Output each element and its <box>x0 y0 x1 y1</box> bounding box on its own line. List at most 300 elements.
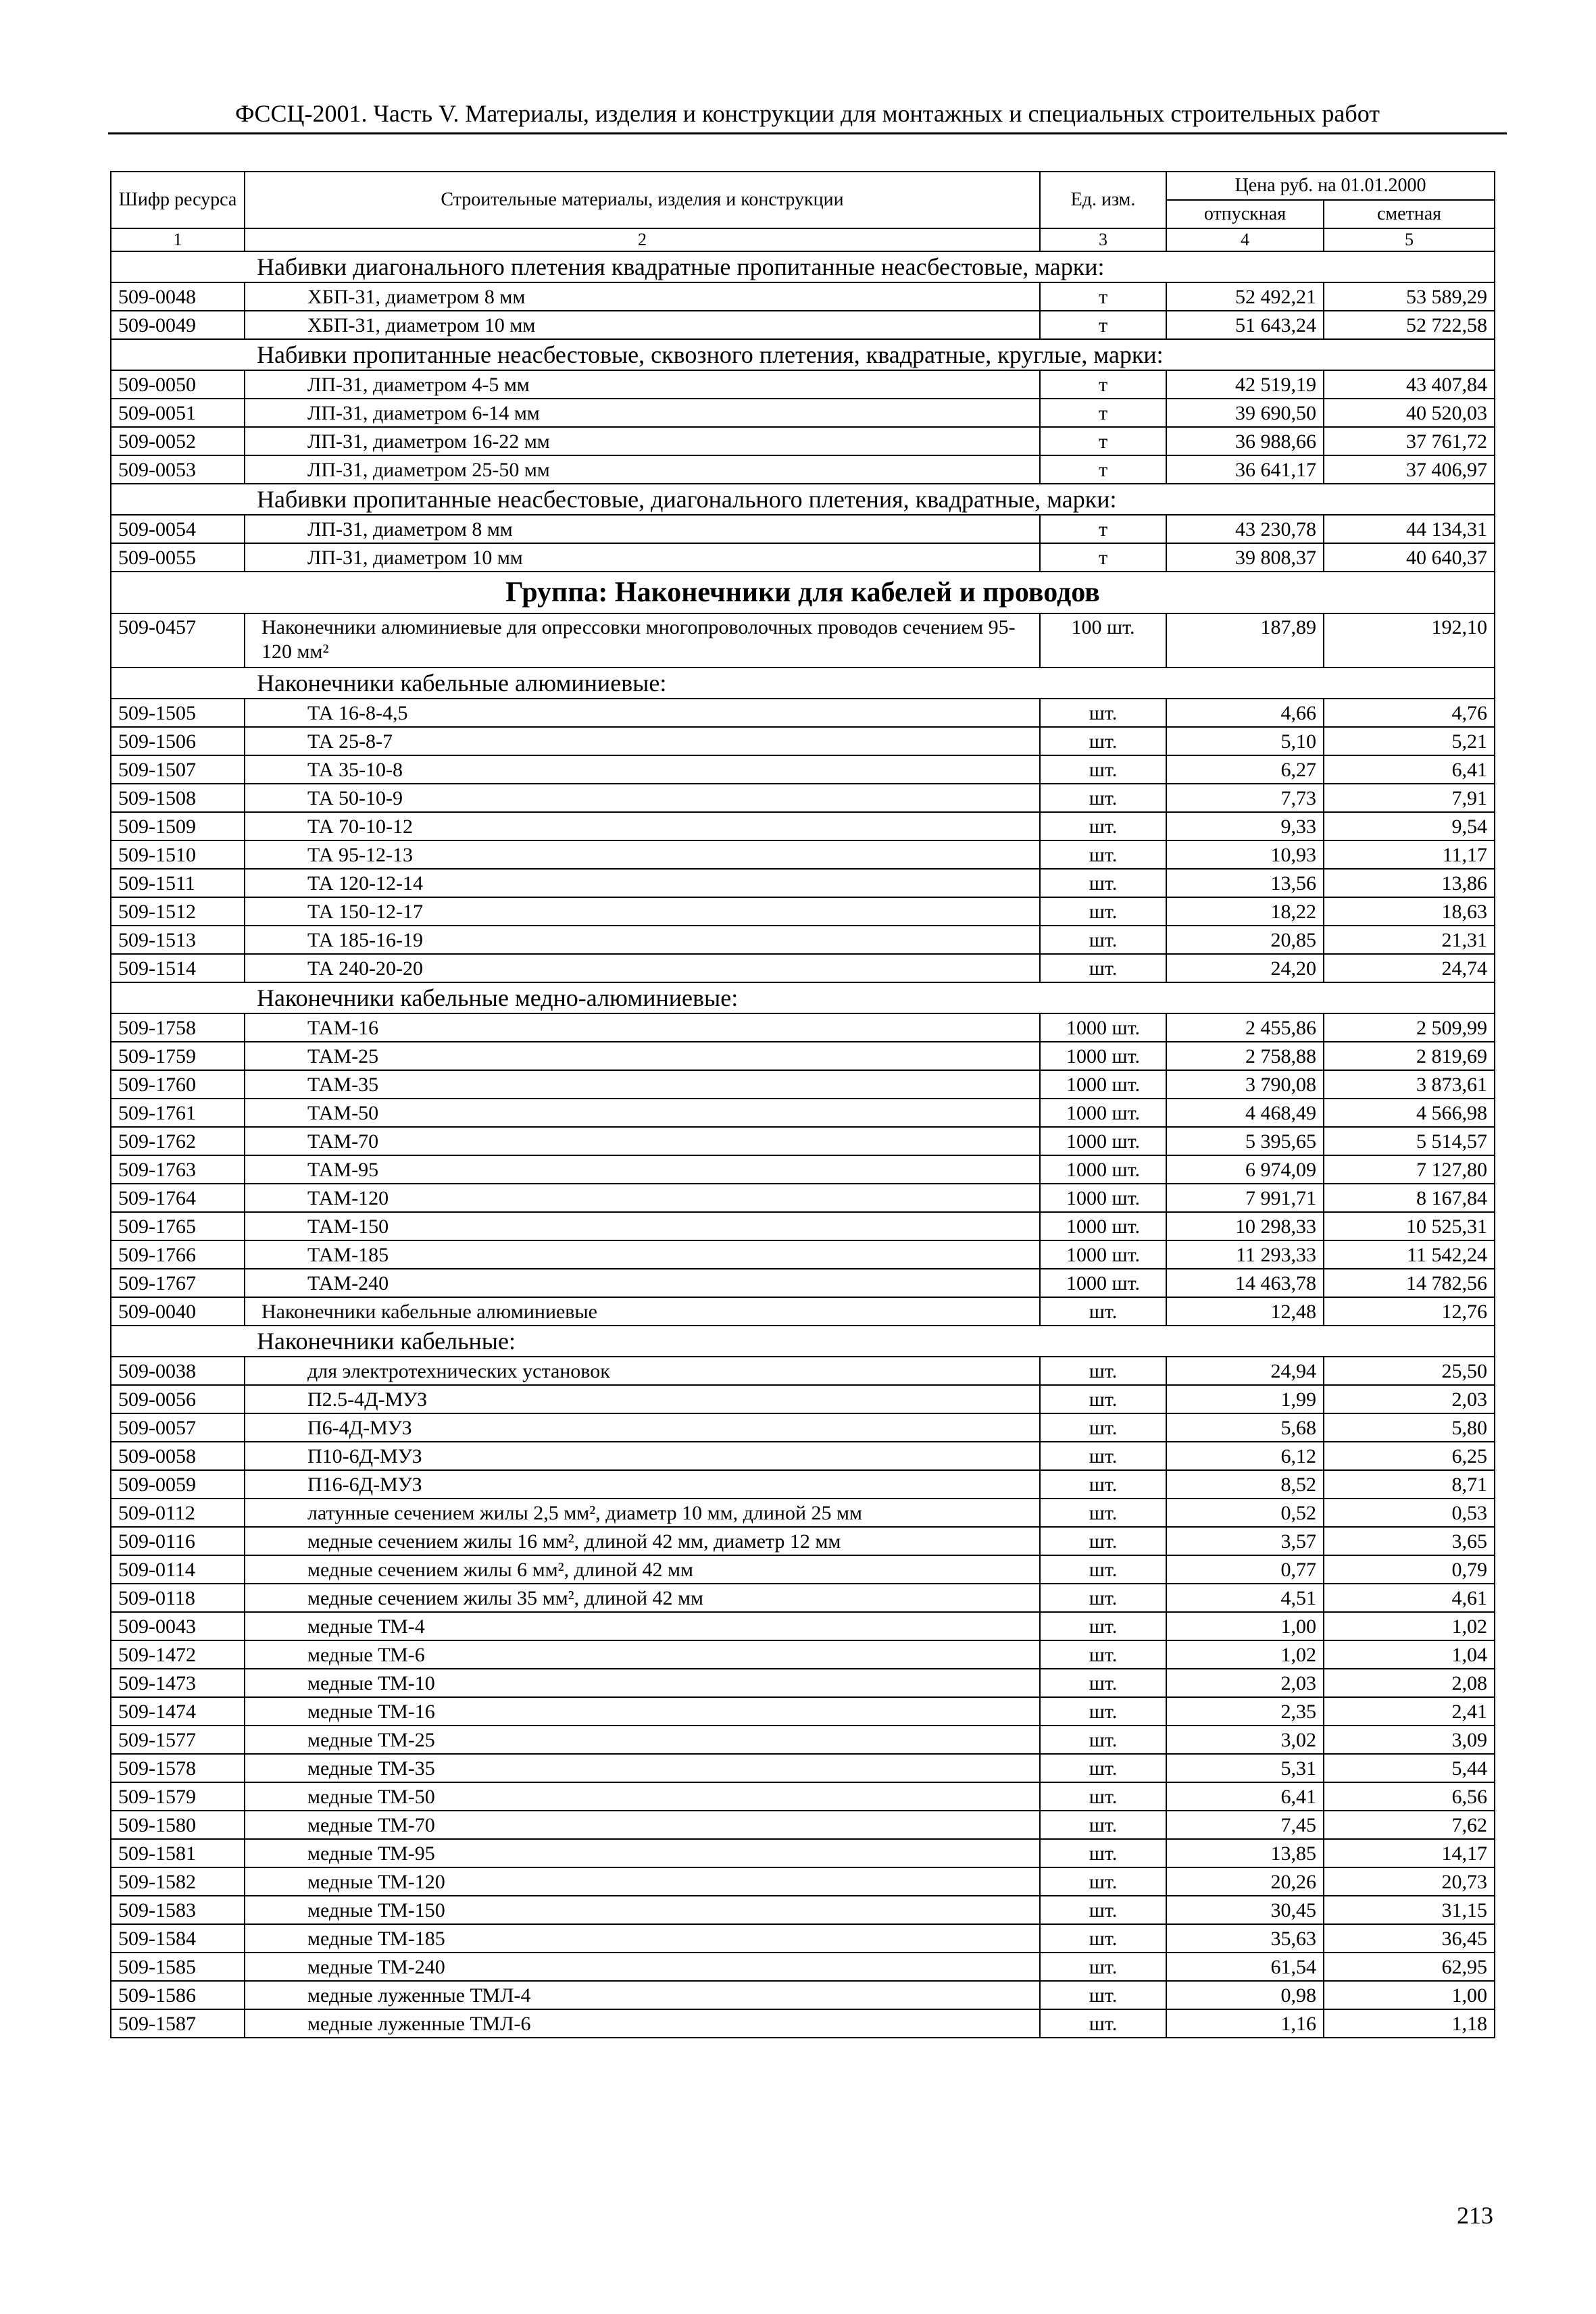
table-row <box>111 1640 1495 1669</box>
material-name: ТАМ-25 <box>245 1042 1040 1070</box>
section-heading-row <box>111 251 1495 282</box>
table-row <box>111 1070 1495 1099</box>
material-name: медные ТМ-16 <box>245 1697 1040 1726</box>
resource-code: 509-1510 <box>111 840 245 869</box>
estimate-price: 11,17 <box>1324 840 1495 869</box>
estimate-price: 25,50 <box>1324 1357 1495 1385</box>
release-price: 1,02 <box>1166 1640 1324 1669</box>
table-row <box>111 1811 1495 1839</box>
table-row <box>111 1013 1495 1042</box>
material-name: ХБП-31, диаметром 8 мм <box>245 282 1040 311</box>
unit-of-measure: шт. <box>1040 1527 1166 1555</box>
resource-code: 509-1509 <box>111 812 245 840</box>
resource-code: 509-1514 <box>111 954 245 982</box>
table-row <box>111 699 1495 727</box>
colnum-3: 3 <box>1040 228 1166 251</box>
group-heading-row <box>111 572 1495 613</box>
material-name: ТАМ-35 <box>245 1070 1040 1099</box>
unit-of-measure: т <box>1040 311 1166 339</box>
table-row <box>111 1413 1495 1442</box>
material-name: ТАМ-50 <box>245 1099 1040 1127</box>
resource-code: 509-0053 <box>111 455 245 484</box>
unit-of-measure: т <box>1040 455 1166 484</box>
estimate-price: 0,53 <box>1324 1499 1495 1527</box>
table-row <box>111 1896 1495 1924</box>
release-price: 30,45 <box>1166 1896 1324 1924</box>
material-name: ТА 120-12-14 <box>245 869 1040 897</box>
section-heading-row <box>111 982 1495 1013</box>
resource-code: 509-0052 <box>111 427 245 455</box>
resource-code: 509-1508 <box>111 784 245 812</box>
material-name: Наконечники кабельные алюминиевые <box>245 1297 1040 1326</box>
table-row <box>111 455 1495 484</box>
estimate-price: 7,62 <box>1324 1811 1495 1839</box>
resource-code: 509-0051 <box>111 399 245 427</box>
table-row <box>111 1839 1495 1867</box>
table-row <box>111 1385 1495 1413</box>
resource-code: 509-1585 <box>111 1953 245 1981</box>
release-price: 10,93 <box>1166 840 1324 869</box>
table-row <box>111 1612 1495 1640</box>
release-price: 3,57 <box>1166 1527 1324 1555</box>
header-estimate-price: сметная <box>1324 200 1495 228</box>
release-price: 51 643,24 <box>1166 311 1324 339</box>
table-row <box>111 1470 1495 1499</box>
unit-of-measure: 1000 шт. <box>1040 1013 1166 1042</box>
unit-of-measure: т <box>1040 399 1166 427</box>
table-row <box>111 1357 1495 1385</box>
material-name: ТА 240-20-20 <box>245 954 1040 982</box>
unit-of-measure: шт. <box>1040 727 1166 755</box>
release-price: 0,77 <box>1166 1555 1324 1584</box>
colnum-2: 2 <box>245 228 1040 251</box>
estimate-price: 20,73 <box>1324 1867 1495 1896</box>
estimate-price: 53 589,29 <box>1324 282 1495 311</box>
unit-of-measure: 100 шт. <box>1040 613 1166 668</box>
material-name: ТА 25-8-7 <box>245 727 1040 755</box>
resource-code: 509-1506 <box>111 727 245 755</box>
table-row <box>111 1184 1495 1212</box>
resource-code: 509-0114 <box>111 1555 245 1584</box>
release-price: 1,16 <box>1166 2009 1324 2038</box>
estimate-price: 1,18 <box>1324 2009 1495 2038</box>
unit-of-measure: т <box>1040 515 1166 543</box>
material-name: П16-6Д-МУЗ <box>245 1470 1040 1499</box>
release-price: 4,66 <box>1166 699 1324 727</box>
table-row <box>111 1442 1495 1470</box>
material-name: ТА 16-8-4,5 <box>245 699 1040 727</box>
table-row <box>111 1127 1495 1155</box>
material-name: медные ТМ-4 <box>245 1612 1040 1640</box>
release-price: 39 808,37 <box>1166 543 1324 572</box>
material-name: ТАМ-95 <box>245 1155 1040 1184</box>
material-name: ТАМ-70 <box>245 1127 1040 1155</box>
resource-code: 509-0040 <box>111 1297 245 1326</box>
release-price: 11 293,33 <box>1166 1240 1324 1269</box>
section-heading-row <box>111 1326 1495 1357</box>
table-row <box>111 1212 1495 1240</box>
resource-code: 509-1758 <box>111 1013 245 1042</box>
estimate-price: 31,15 <box>1324 1896 1495 1924</box>
resource-code: 509-1507 <box>111 755 245 784</box>
unit-of-measure: 1000 шт. <box>1040 1099 1166 1127</box>
resource-code: 509-1767 <box>111 1269 245 1297</box>
resource-code: 509-1760 <box>111 1070 245 1099</box>
material-name: медные луженные ТМЛ-6 <box>245 2009 1040 2038</box>
unit-of-measure: шт. <box>1040 755 1166 784</box>
table-row <box>111 1555 1495 1584</box>
material-name: медные ТМ-120 <box>245 1867 1040 1896</box>
unit-of-measure: шт. <box>1040 1499 1166 1527</box>
estimate-price: 3 873,61 <box>1324 1070 1495 1099</box>
resource-code: 509-1763 <box>111 1155 245 1184</box>
resource-code: 509-0058 <box>111 1442 245 1470</box>
release-price: 10 298,33 <box>1166 1212 1324 1240</box>
resource-code: 509-1580 <box>111 1811 245 1839</box>
section-heading: Набивки диагонального плетения квадратные пропитанные неасбестовые, марки: <box>111 251 1495 282</box>
release-price: 2 758,88 <box>1166 1042 1324 1070</box>
price-table-body <box>111 172 1495 2038</box>
material-name: медные ТМ-150 <box>245 1896 1040 1924</box>
release-price: 18,22 <box>1166 897 1324 926</box>
table-row <box>111 370 1495 399</box>
estimate-price: 43 407,84 <box>1324 370 1495 399</box>
unit-of-measure: шт. <box>1040 1612 1166 1640</box>
estimate-price: 13,86 <box>1324 869 1495 897</box>
resource-code: 509-0118 <box>111 1584 245 1612</box>
table-row <box>111 1499 1495 1527</box>
estimate-price: 2,08 <box>1324 1669 1495 1697</box>
estimate-price: 12,76 <box>1324 1297 1495 1326</box>
resource-code: 509-0054 <box>111 515 245 543</box>
table-row <box>111 1697 1495 1726</box>
resource-code: 509-1512 <box>111 897 245 926</box>
table-row <box>111 840 1495 869</box>
estimate-price: 7,91 <box>1324 784 1495 812</box>
release-price: 20,26 <box>1166 1867 1324 1896</box>
estimate-price: 24,74 <box>1324 954 1495 982</box>
table-row <box>111 1754 1495 1782</box>
estimate-price: 2,41 <box>1324 1697 1495 1726</box>
material-name: ЛП-31, диаметром 4-5 мм <box>245 370 1040 399</box>
table-row <box>111 954 1495 982</box>
unit-of-measure: шт. <box>1040 1470 1166 1499</box>
resource-code: 509-0057 <box>111 1413 245 1442</box>
section-heading: Наконечники кабельные алюминиевые: <box>111 668 1495 699</box>
estimate-price: 3,65 <box>1324 1527 1495 1555</box>
unit-of-measure: т <box>1040 427 1166 455</box>
table-row <box>111 1726 1495 1754</box>
release-price: 1,99 <box>1166 1385 1324 1413</box>
release-price: 0,98 <box>1166 1981 1324 2009</box>
estimate-price: 21,31 <box>1324 926 1495 954</box>
resource-code: 509-0457 <box>111 613 245 668</box>
resource-code: 509-1587 <box>111 2009 245 2038</box>
header-name: Строительные материалы, изделия и конструкции <box>245 172 1040 228</box>
material-name: медные ТМ-6 <box>245 1640 1040 1669</box>
resource-code: 509-0059 <box>111 1470 245 1499</box>
unit-of-measure: 1000 шт. <box>1040 1070 1166 1099</box>
material-name: медные сечением жилы 35 мм², длиной 42 мм <box>245 1584 1040 1612</box>
table-row <box>111 1297 1495 1326</box>
release-price: 0,52 <box>1166 1499 1324 1527</box>
price-table <box>110 171 1495 2038</box>
section-heading: Наконечники кабельные медно-алюминиевые: <box>111 982 1495 1013</box>
resource-code: 509-1584 <box>111 1924 245 1953</box>
material-name: ТАМ-150 <box>245 1212 1040 1240</box>
unit-of-measure: шт. <box>1040 897 1166 926</box>
estimate-price: 2 819,69 <box>1324 1042 1495 1070</box>
estimate-price: 5,44 <box>1324 1754 1495 1782</box>
release-price: 13,56 <box>1166 869 1324 897</box>
release-price: 8,52 <box>1166 1470 1324 1499</box>
estimate-price: 5 514,57 <box>1324 1127 1495 1155</box>
header-release-price: отпускная <box>1166 200 1324 228</box>
table-row <box>111 1953 1495 1981</box>
section-heading-row <box>111 484 1495 515</box>
material-name: ТА 70-10-12 <box>245 812 1040 840</box>
estimate-price: 4 566,98 <box>1324 1099 1495 1127</box>
resource-code: 509-1582 <box>111 1867 245 1896</box>
material-name: ТАМ-16 <box>245 1013 1040 1042</box>
table-row <box>111 1981 1495 2009</box>
material-name: ТА 150-12-17 <box>245 897 1040 926</box>
table-row <box>111 755 1495 784</box>
release-price: 5,31 <box>1166 1754 1324 1782</box>
table-row <box>111 869 1495 897</box>
unit-of-measure: шт. <box>1040 1584 1166 1612</box>
unit-of-measure: шт. <box>1040 812 1166 840</box>
release-price: 52 492,21 <box>1166 282 1324 311</box>
estimate-price: 44 134,31 <box>1324 515 1495 543</box>
estimate-price: 37 406,97 <box>1324 455 1495 484</box>
group-heading: Группа: Наконечники для кабелей и проводов <box>111 572 1495 613</box>
material-name: медные луженные ТМЛ-4 <box>245 1981 1040 2009</box>
table-header-row <box>111 172 1495 200</box>
material-name: ТАМ-120 <box>245 1184 1040 1212</box>
estimate-price: 14 782,56 <box>1324 1269 1495 1297</box>
material-name: латунные сечением жилы 2,5 мм², диаметр 10 мм, длиной 25 мм <box>245 1499 1040 1527</box>
table-row <box>111 926 1495 954</box>
release-price: 2 455,86 <box>1166 1013 1324 1042</box>
release-price: 24,20 <box>1166 954 1324 982</box>
unit-of-measure: шт. <box>1040 1782 1166 1811</box>
unit-of-measure: шт. <box>1040 1896 1166 1924</box>
estimate-price: 1,04 <box>1324 1640 1495 1669</box>
unit-of-measure: шт. <box>1040 1726 1166 1754</box>
section-heading: Набивки пропитанные неасбестовые, сквозного плетения, квадратные, круглые, марки: <box>111 339 1495 370</box>
release-price: 36 641,17 <box>1166 455 1324 484</box>
unit-of-measure: шт. <box>1040 1867 1166 1896</box>
unit-of-measure: шт. <box>1040 1669 1166 1697</box>
unit-of-measure: шт. <box>1040 1357 1166 1385</box>
table-row <box>111 399 1495 427</box>
release-price: 61,54 <box>1166 1953 1324 1981</box>
unit-of-measure: шт. <box>1040 699 1166 727</box>
table-row <box>111 543 1495 572</box>
resource-code: 509-0049 <box>111 311 245 339</box>
material-name: П2.5-4Д-МУЗ <box>245 1385 1040 1413</box>
table-row <box>111 1269 1495 1297</box>
estimate-price: 7 127,80 <box>1324 1155 1495 1184</box>
estimate-price: 14,17 <box>1324 1839 1495 1867</box>
table-row <box>111 897 1495 926</box>
unit-of-measure: шт. <box>1040 1981 1166 2009</box>
resource-code: 509-0038 <box>111 1357 245 1385</box>
table-row <box>111 1584 1495 1612</box>
unit-of-measure: шт. <box>1040 1754 1166 1782</box>
estimate-price: 36,45 <box>1324 1924 1495 1953</box>
estimate-price: 40 640,37 <box>1324 543 1495 572</box>
resource-code: 509-1581 <box>111 1839 245 1867</box>
release-price: 1,00 <box>1166 1612 1324 1640</box>
material-name: ТАМ-185 <box>245 1240 1040 1269</box>
section-heading: Наконечники кабельные: <box>111 1326 1495 1357</box>
table-row <box>111 727 1495 755</box>
resource-code: 509-1473 <box>111 1669 245 1697</box>
unit-of-measure: шт. <box>1040 1924 1166 1953</box>
release-price: 4,51 <box>1166 1584 1324 1612</box>
resource-code: 509-1764 <box>111 1184 245 1212</box>
table-row <box>111 2009 1495 2038</box>
release-price: 5,10 <box>1166 727 1324 755</box>
release-price: 14 463,78 <box>1166 1269 1324 1297</box>
release-price: 12,48 <box>1166 1297 1324 1326</box>
unit-of-measure: 1000 шт. <box>1040 1269 1166 1297</box>
release-price: 43 230,78 <box>1166 515 1324 543</box>
release-price: 35,63 <box>1166 1924 1324 1953</box>
unit-of-measure: шт. <box>1040 1555 1166 1584</box>
resource-code: 509-0116 <box>111 1527 245 1555</box>
resource-code: 509-1765 <box>111 1212 245 1240</box>
estimate-price: 8,71 <box>1324 1470 1495 1499</box>
release-price: 5 395,65 <box>1166 1127 1324 1155</box>
unit-of-measure: 1000 шт. <box>1040 1042 1166 1070</box>
material-name: П6-4Д-МУЗ <box>245 1413 1040 1442</box>
unit-of-measure: шт. <box>1040 869 1166 897</box>
release-price: 6,12 <box>1166 1442 1324 1470</box>
resource-code: 509-0056 <box>111 1385 245 1413</box>
table-row <box>111 1240 1495 1269</box>
estimate-price: 1,02 <box>1324 1612 1495 1640</box>
resource-code: 509-0043 <box>111 1612 245 1640</box>
release-price: 9,33 <box>1166 812 1324 840</box>
estimate-price: 5,80 <box>1324 1413 1495 1442</box>
estimate-price: 18,63 <box>1324 897 1495 926</box>
unit-of-measure: 1000 шт. <box>1040 1155 1166 1184</box>
material-name: ЛП-31, диаметром 8 мм <box>245 515 1040 543</box>
material-name: медные ТМ-70 <box>245 1811 1040 1839</box>
release-price: 7 991,71 <box>1166 1184 1324 1212</box>
release-price: 2,35 <box>1166 1697 1324 1726</box>
unit-of-measure: шт. <box>1040 954 1166 982</box>
unit-of-measure: шт. <box>1040 1297 1166 1326</box>
table-row <box>111 515 1495 543</box>
section-heading-row <box>111 668 1495 699</box>
release-price: 20,85 <box>1166 926 1324 954</box>
section-heading-row <box>111 339 1495 370</box>
release-price: 3,02 <box>1166 1726 1324 1754</box>
unit-of-measure: т <box>1040 543 1166 572</box>
table-row <box>111 1924 1495 1953</box>
material-name: ТА 185-16-19 <box>245 926 1040 954</box>
estimate-price: 6,25 <box>1324 1442 1495 1470</box>
release-price: 7,73 <box>1166 784 1324 812</box>
release-price: 2,03 <box>1166 1669 1324 1697</box>
unit-of-measure: шт. <box>1040 1697 1166 1726</box>
estimate-price: 2,03 <box>1324 1385 1495 1413</box>
release-price: 42 519,19 <box>1166 370 1324 399</box>
table-row <box>111 812 1495 840</box>
material-name: медные ТМ-10 <box>245 1669 1040 1697</box>
release-price: 3 790,08 <box>1166 1070 1324 1099</box>
release-price: 39 690,50 <box>1166 399 1324 427</box>
unit-of-measure: 1000 шт. <box>1040 1184 1166 1212</box>
resource-code: 509-1579 <box>111 1782 245 1811</box>
release-price: 187,89 <box>1166 613 1324 668</box>
table-row <box>111 1099 1495 1127</box>
unit-of-measure: т <box>1040 370 1166 399</box>
unit-of-measure: шт. <box>1040 1413 1166 1442</box>
table-row <box>111 282 1495 311</box>
column-number-row <box>111 228 1495 251</box>
material-name: ХБП-31, диаметром 10 мм <box>245 311 1040 339</box>
resource-code: 509-1511 <box>111 869 245 897</box>
material-name: медные сечением жилы 6 мм², длиной 42 мм <box>245 1555 1040 1584</box>
estimate-price: 37 761,72 <box>1324 427 1495 455</box>
table-row <box>111 1669 1495 1697</box>
estimate-price: 6,41 <box>1324 755 1495 784</box>
material-name: медные ТМ-25 <box>245 1726 1040 1754</box>
resource-code: 509-1578 <box>111 1754 245 1782</box>
resource-code: 509-1513 <box>111 926 245 954</box>
page-header: ФССЦ-2001. Часть V. Материалы, изделия и конструкции для монтажных и специальных строительных работ <box>235 100 1380 127</box>
material-name: медные ТМ-240 <box>245 1953 1040 1981</box>
colnum-5: 5 <box>1324 228 1495 251</box>
unit-of-measure: т <box>1040 282 1166 311</box>
page-number: 213 <box>1457 2202 1493 2229</box>
estimate-price: 52 722,58 <box>1324 311 1495 339</box>
release-price: 5,68 <box>1166 1413 1324 1442</box>
section-heading: Набивки пропитанные неасбестовые, диагонального плетения, квадратные, марки: <box>111 484 1495 515</box>
estimate-price: 62,95 <box>1324 1953 1495 1981</box>
material-name: медные сечением жилы 16 мм², длиной 42 мм, диаметр 12 мм <box>245 1527 1040 1555</box>
resource-code: 509-1577 <box>111 1726 245 1754</box>
unit-of-measure: шт. <box>1040 1640 1166 1669</box>
release-price: 6 974,09 <box>1166 1155 1324 1184</box>
unit-of-measure: 1000 шт. <box>1040 1127 1166 1155</box>
resource-code: 509-1472 <box>111 1640 245 1669</box>
material-name: медные ТМ-95 <box>245 1839 1040 1867</box>
unit-of-measure: шт. <box>1040 840 1166 869</box>
material-name: ЛП-31, диаметром 10 мм <box>245 543 1040 572</box>
resource-code: 509-1759 <box>111 1042 245 1070</box>
material-name: ТА 50-10-9 <box>245 784 1040 812</box>
resource-code: 509-1474 <box>111 1697 245 1726</box>
material-name: медные ТМ-185 <box>245 1924 1040 1953</box>
release-price: 24,94 <box>1166 1357 1324 1385</box>
resource-code: 509-1761 <box>111 1099 245 1127</box>
material-name: Наконечники алюминиевые для опрессовки многопроволочных проводов сечением 95-120 мм² <box>245 613 1040 668</box>
material-name: ТА 95-12-13 <box>245 840 1040 869</box>
resource-code: 509-1762 <box>111 1127 245 1155</box>
header-price: Цена руб. на 01.01.2000 <box>1166 172 1495 200</box>
unit-of-measure: 1000 шт. <box>1040 1240 1166 1269</box>
unit-of-measure: шт. <box>1040 1811 1166 1839</box>
header-code: Шифр ресурса <box>111 172 245 228</box>
resource-code: 509-1586 <box>111 1981 245 2009</box>
release-price: 4 468,49 <box>1166 1099 1324 1127</box>
